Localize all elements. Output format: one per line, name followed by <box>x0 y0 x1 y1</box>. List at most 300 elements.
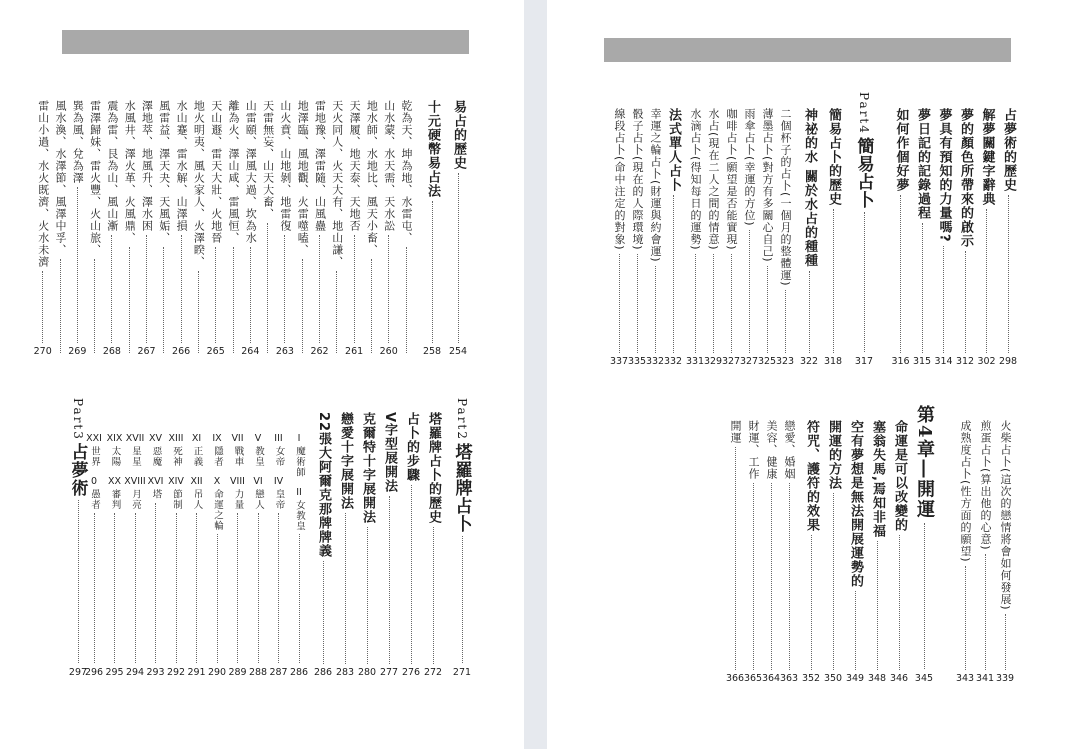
toc-leader-dots <box>111 235 112 343</box>
toc-entry-title: 夢具有預知的力量嗎? <box>936 108 952 243</box>
toc-entry[interactable] <box>260 100 276 357</box>
toc-leader-dots <box>411 485 412 664</box>
tarot-numeral: XIX <box>106 433 123 444</box>
toc-page-number: 335 <box>627 356 647 367</box>
toc-entry[interactable] <box>781 420 797 684</box>
toc-entry-title: 咖啡占卜(願望是否能實現) <box>725 108 738 251</box>
toc-entry[interactable] <box>847 420 863 684</box>
toc-leader-dots <box>864 212 865 352</box>
toc-entry[interactable] <box>723 108 739 367</box>
tarot-numeral: VIII <box>230 476 245 487</box>
toc-leader-dots <box>345 513 346 664</box>
tarot-numeral: II <box>296 486 302 498</box>
toc-leader-dots <box>155 503 156 664</box>
tarot-name: 節制 <box>171 489 182 510</box>
toc-entry-title: 離為火、澤山咸、雷風恒、 <box>227 100 240 244</box>
part-heading[interactable] <box>451 398 473 678</box>
toc-page-number: 254 <box>448 346 468 357</box>
toc-page-number: 289 <box>228 667 247 678</box>
tarot-numeral: 0 <box>90 476 98 487</box>
toc-leader-dots <box>94 259 95 353</box>
toc-entry[interactable] <box>190 100 206 357</box>
tarot-name: 教皇 <box>253 446 264 467</box>
toc-entry-title: 水占(現在二人之間的情意) <box>707 108 720 251</box>
tarot-numeral: IX <box>212 433 222 444</box>
toc-leader-dots <box>354 235 355 343</box>
tarot-numeral: X <box>213 476 221 487</box>
toc-entry-title: 天火同人、火天大有、地山謙、 <box>330 100 344 268</box>
toc-entry-title: 夢日記的記錄過程 <box>915 108 930 220</box>
toc-entry[interactable] <box>914 108 930 367</box>
toc-entry-title: 煎蛋占卜(算出他的心意) <box>979 420 992 551</box>
toc-leader-dots <box>77 187 78 343</box>
toc-page-number: 287 <box>269 667 288 678</box>
toc-page-number: 271 <box>452 667 472 678</box>
toc-entry[interactable] <box>104 100 120 357</box>
tarot-name: 女教皇 <box>294 499 305 531</box>
toc-page-number: 283 <box>335 667 355 678</box>
toc-entry[interactable] <box>450 100 466 357</box>
toc-entry[interactable] <box>425 412 441 678</box>
toc-page-number: 302 <box>977 356 996 367</box>
toc-page-number: 276 <box>401 667 421 678</box>
toc-page-number: 269 <box>68 346 87 357</box>
tarot-numeral: XI <box>191 433 202 444</box>
toc-leader-dots <box>458 173 459 343</box>
toc-entry-title: 地火明夷、風火家人、火澤睽、 <box>192 100 206 268</box>
toc-entry-title: 幸運之輪占卜(財運與約會運) <box>649 108 662 263</box>
tarot-numeral: XVII <box>125 433 145 444</box>
toc-leader-dots <box>767 266 768 353</box>
toc-page-number: 341 <box>975 673 995 684</box>
toc-entry[interactable] <box>979 108 995 367</box>
toc-leader-dots <box>731 254 732 353</box>
tarot-numeral: I <box>297 433 301 444</box>
toc-leader-dots <box>336 271 337 353</box>
toc-leader-dots <box>323 561 324 664</box>
tarot-name: 魔術師 <box>294 446 305 478</box>
toc-entry-title: 風雷益、澤天夬、天風姤、 <box>157 100 171 244</box>
toc-leader-dots <box>637 254 638 353</box>
toc-entry-title: 火柴占卜(這次的戀情將會如何發展) <box>999 420 1012 611</box>
toc-entry-title: 水山蹇、雷水解、山澤損 <box>175 100 189 232</box>
part-title: 塔羅牌占卜 <box>451 442 472 533</box>
toc-entry-title: 天雷無妄、山天大畜、 <box>261 100 275 220</box>
toc-page-number: 291 <box>187 667 206 678</box>
tarot-numeral: XV <box>148 433 162 444</box>
toc-entry[interactable] <box>647 108 663 367</box>
toc-page-number: 352 <box>801 673 821 684</box>
toc-page-number: 346 <box>889 673 909 684</box>
toc-leader-dots <box>389 496 390 664</box>
toc-leader-dots <box>146 235 147 343</box>
toc-entry-title: 雷地豫、澤雷隨、山風蠱 <box>313 100 327 232</box>
toc-leader-dots <box>432 201 433 343</box>
toc-leader-dots <box>42 271 43 343</box>
toc-leader-dots <box>217 534 218 663</box>
toc-leader-dots <box>619 254 620 353</box>
toc-page-number: 293 <box>146 667 165 678</box>
tarot-card-entry[interactable] <box>188 432 206 678</box>
toc-leader-dots <box>924 523 925 669</box>
toc-entry[interactable] <box>957 420 973 684</box>
tarot-numeral: IV <box>273 476 284 487</box>
toc-page-number: 350 <box>823 673 843 684</box>
toc-entry-title: 22張大阿爾克那牌牌義 <box>316 412 331 559</box>
toc-page-number: 295 <box>105 667 124 678</box>
toc-entry[interactable] <box>825 108 841 367</box>
toc-page-number: 348 <box>867 673 887 684</box>
tarot-card-entry[interactable] <box>249 432 267 678</box>
toc-entry-title: 山雷頤、澤風大過、坎為水 <box>244 100 258 244</box>
toc-page-number: 323 <box>775 356 795 367</box>
toc-entry[interactable] <box>121 100 137 357</box>
toc-leader-dots <box>267 223 268 353</box>
page-gutter <box>524 0 547 749</box>
toc-entry[interactable] <box>936 108 952 367</box>
chapter-heading[interactable] <box>912 405 936 684</box>
toc-page-number: 365 <box>743 673 763 684</box>
toc-entry[interactable] <box>173 100 189 357</box>
toc-leader-dots <box>250 247 251 343</box>
tarot-numeral: XVIII <box>124 476 146 487</box>
toc-page-number: 262 <box>310 346 329 357</box>
toc-entry[interactable] <box>665 108 681 367</box>
toc-page-number: 286 <box>289 667 309 678</box>
toc-leader-dots <box>771 483 772 670</box>
toc-leader-dots <box>899 535 900 670</box>
toc-leader-dots <box>302 259 303 353</box>
toc-leader-dots <box>749 230 750 353</box>
tarot-name: 力量 <box>232 489 244 510</box>
toc-page-number: 325 <box>757 356 777 367</box>
part-label: Part2 <box>455 398 469 441</box>
toc-entry-title: 占卜的步驟 <box>404 412 419 482</box>
toc-entry-title: 占夢術的歷史 <box>1001 108 1016 192</box>
tarot-numeral: V <box>254 433 262 444</box>
toc-entry[interactable] <box>629 108 645 367</box>
toc-entry-title: 法式單人占卜 <box>666 108 681 192</box>
toc-entry-title: 山火賁、山地剝、地雷復 <box>278 100 292 232</box>
toc-leader-dots <box>163 247 164 353</box>
tarot-numeral: VII <box>231 433 244 444</box>
part-label: Part4 <box>857 92 871 135</box>
toc-entry-title: 開運的方法 <box>826 420 841 490</box>
toc-entry[interactable] <box>727 420 743 684</box>
toc-page-number: 298 <box>998 356 1018 367</box>
toc-leader-dots <box>319 235 320 343</box>
toc-entry[interactable] <box>705 108 721 367</box>
toc-page-number: 332 <box>645 356 665 367</box>
tarot-card-entry[interactable] <box>147 432 165 678</box>
toc-page-number: 332 <box>663 356 683 367</box>
tarot-card-entry[interactable] <box>208 432 226 678</box>
toc-entry[interactable] <box>315 412 331 678</box>
left-header-bar <box>62 30 469 54</box>
toc-entry-title: 雷山小過、水火既濟、火水未濟 <box>36 100 50 268</box>
toc-entry-title: 骰子占卜(現在的人際環境) <box>631 108 644 251</box>
toc-entry-title: 戀愛十字展開法 <box>338 412 353 510</box>
toc-leader-dots <box>811 535 812 670</box>
toc-page-number: 277 <box>379 667 399 678</box>
toc-entry-title: 水風井、澤火革、火風鼎、 <box>123 100 137 244</box>
part-heading[interactable] <box>67 398 89 678</box>
toc-entry-title: 財運、工作 <box>747 420 760 480</box>
toc-entry-title: 開運 <box>729 420 742 444</box>
tarot-name: 星星 <box>130 446 141 467</box>
tarot-name: 死神 <box>171 446 182 467</box>
toc-entry[interactable] <box>363 100 379 357</box>
toc-entry-title: 符咒、護符的效果 <box>804 420 819 532</box>
toc-page-number: 339 <box>995 673 1015 684</box>
toc-page-number: 363 <box>779 673 799 684</box>
toc-leader-dots <box>114 513 115 663</box>
toc-entry[interactable] <box>745 420 761 684</box>
toc-entry[interactable] <box>977 420 993 684</box>
toc-page-number: 266 <box>172 346 191 357</box>
toc-leader-dots <box>965 251 966 353</box>
toc-entry[interactable] <box>359 412 375 678</box>
toc-entry-title: 克爾特十字展開法 <box>360 412 375 524</box>
toc-entry[interactable] <box>398 100 414 357</box>
toc-entry-title: 山水蒙、水天需、天水訟 <box>382 100 396 232</box>
toc-entry[interactable] <box>801 108 817 367</box>
part-heading[interactable] <box>853 92 875 367</box>
toc-page-number: 268 <box>102 346 121 357</box>
toc-entry[interactable] <box>312 100 328 357</box>
toc-entry[interactable] <box>893 108 909 367</box>
toc-entry-title: 天澤履、地天泰、天地否 <box>348 100 362 232</box>
toc-leader-dots <box>965 566 966 670</box>
tarot-numeral: XXI <box>86 433 102 444</box>
toc-leader-dots <box>433 527 434 664</box>
toc-entry[interactable] <box>687 108 703 367</box>
toc-entry-title: 風水渙、水澤節、風澤中孚、 <box>54 100 67 256</box>
toc-entry[interactable] <box>381 412 397 678</box>
toc-leader-dots <box>753 483 754 670</box>
toc-page-number: 263 <box>275 346 294 357</box>
toc-entry-title: 解夢關鍵字辭典 <box>979 108 995 206</box>
toc-page-number: 294 <box>125 667 145 678</box>
toc-leader-dots <box>943 246 944 353</box>
part-title: 簡易占卜 <box>853 136 874 209</box>
toc-leader-dots <box>406 247 407 353</box>
toc-leader-dots <box>284 235 285 343</box>
toc-entry-title: 雷澤歸妹、雷火豐、火山旅、 <box>88 100 102 256</box>
toc-entry[interactable] <box>69 100 85 357</box>
toc-entry-title: 乾為天、坤為地、水雷屯、 <box>400 100 413 244</box>
toc-leader-dots <box>176 513 177 663</box>
tarot-card-entry[interactable] <box>270 432 288 678</box>
toc-entry[interactable] <box>825 420 841 684</box>
toc-leader-dots <box>877 541 878 670</box>
toc-page-number: 317 <box>854 356 874 367</box>
toc-entry[interactable] <box>759 108 775 367</box>
toc-page-number: 265 <box>206 346 225 357</box>
right-header-bar <box>604 38 1011 62</box>
toc-entry[interactable] <box>87 100 103 357</box>
toc-leader-dots <box>833 209 834 353</box>
tarot-numeral: XIV <box>168 476 184 487</box>
tarot-card-entry[interactable] <box>229 432 247 678</box>
tarot-name: 愚者 <box>89 489 100 510</box>
toc-entry[interactable] <box>156 100 172 357</box>
tarot-name: 塔 <box>150 489 162 500</box>
toc-entry[interactable] <box>294 100 310 357</box>
toc-entry-title: 薄墨占卜(對方有多關心自己) <box>761 108 774 263</box>
toc-page-number: 349 <box>845 673 865 684</box>
toc-leader-dots <box>900 195 901 353</box>
toc-leader-dots <box>215 247 216 343</box>
tarot-numeral: XVI <box>147 476 164 487</box>
toc-leader-dots <box>789 483 790 670</box>
toc-page-number: 280 <box>357 667 377 678</box>
toc-leader-dots <box>986 209 987 353</box>
tarot-name: 惡魔 <box>150 446 162 467</box>
toc-page-number: 315 <box>912 356 932 367</box>
toc-entry[interactable] <box>611 108 627 367</box>
toc-leader-dots <box>985 554 986 670</box>
toc-entry-title: 成熟度占卜(性方面的願望) <box>959 420 972 563</box>
toc-entry-title: V字型展開法 <box>382 412 397 494</box>
toc-entry[interactable] <box>741 108 757 367</box>
toc-page-number: 264 <box>241 346 260 357</box>
tarot-numeral: XX <box>107 476 122 487</box>
left-page <box>0 0 524 749</box>
toc-entry[interactable] <box>35 100 51 357</box>
tarot-name: 審判 <box>109 489 121 510</box>
toc-leader-dots <box>278 513 279 663</box>
tarot-name: 戀人 <box>253 489 264 510</box>
tarot-name: 吊人 <box>191 489 203 510</box>
toc-entry-title: 雨傘占卜(幸運的方位) <box>743 108 756 227</box>
tarot-card-entry[interactable] <box>290 432 308 678</box>
toc-leader-dots <box>196 513 197 663</box>
toc-leader-dots <box>785 290 786 353</box>
right-page <box>547 0 1076 749</box>
toc-entry-title: 二個杯子的占卜(一個月的整體運) <box>779 108 792 287</box>
toc-entry-title: 塔羅牌占卜的歷史 <box>426 412 441 524</box>
toc-leader-dots <box>833 493 834 670</box>
toc-page-number: 296 <box>84 667 104 678</box>
toc-leader-dots <box>198 271 199 353</box>
toc-entry[interactable] <box>777 108 793 367</box>
tarot-card-entry[interactable] <box>106 432 124 678</box>
tarot-name: 女帝 <box>273 446 285 467</box>
toc-entry[interactable] <box>403 412 419 678</box>
toc-page-number: 267 <box>137 346 156 357</box>
tarot-name: 戰車 <box>232 446 244 467</box>
toc-entry[interactable] <box>208 100 224 357</box>
toc-entry[interactable] <box>337 412 353 678</box>
tarot-card-entry[interactable] <box>167 432 185 678</box>
toc-leader-dots <box>78 500 79 663</box>
tarot-card-entry[interactable] <box>126 432 144 678</box>
toc-entry[interactable] <box>381 100 397 357</box>
toc-leader-dots <box>673 195 674 353</box>
toc-entry[interactable] <box>346 100 362 357</box>
toc-page-number: 322 <box>799 356 819 367</box>
toc-entry[interactable] <box>242 100 258 357</box>
chapter-title: 第4章―開運 <box>914 405 935 520</box>
toc-entry[interactable] <box>225 100 241 357</box>
toc-page-number: 329 <box>703 356 723 367</box>
toc-leader-dots <box>462 536 463 663</box>
toc-leader-dots <box>922 223 923 353</box>
toc-entry-title: 水滴占卜(得知每日的運勢) <box>689 108 702 251</box>
toc-entry-title: 巽為風、兌為澤 <box>71 100 85 184</box>
toc-leader-dots <box>388 235 389 343</box>
tarot-name: 正義 <box>191 446 203 467</box>
toc-leader-dots <box>367 527 368 664</box>
tarot-name: 命運之輪 <box>212 489 223 531</box>
toc-entry[interactable] <box>329 100 345 357</box>
toc-page-number: 337 <box>609 356 629 367</box>
toc-entry[interactable] <box>957 108 973 367</box>
toc-page-number: 364 <box>761 673 781 684</box>
toc-leader-dots <box>258 513 259 663</box>
toc-entry-title: 震為雷、艮為山、風山漸 <box>105 100 119 232</box>
toc-page-number: 258 <box>422 346 442 357</box>
toc-leader-dots <box>129 247 130 353</box>
toc-page-number: 312 <box>955 356 975 367</box>
part-title: 占夢術 <box>67 442 88 497</box>
toc-entry-title: 神祕的水 關於水占的種種 <box>802 108 817 268</box>
toc-leader-dots <box>1008 195 1009 353</box>
toc-leader-dots <box>655 266 656 353</box>
tarot-name: 月亮 <box>130 489 141 510</box>
toc-page-number: 327 <box>739 356 759 367</box>
toc-leader-dots <box>299 534 300 663</box>
toc-leader-dots <box>371 259 372 353</box>
tarot-numeral: XIII <box>168 433 184 444</box>
toc-entry[interactable] <box>763 420 779 684</box>
tarot-numeral: III <box>274 433 283 444</box>
toc-entry-title: 易占的歷史 <box>451 100 466 170</box>
toc-leader-dots <box>135 513 136 663</box>
toc-page-number: 345 <box>914 673 934 684</box>
toc-page-number: 290 <box>207 667 227 678</box>
toc-entry[interactable] <box>1000 108 1016 367</box>
toc-page-number: 316 <box>891 356 910 367</box>
toc-entry[interactable] <box>52 100 68 357</box>
toc-page-number: 270 <box>33 346 52 357</box>
toc-leader-dots <box>1005 614 1006 670</box>
toc-entry-title: 如何作個好夢 <box>893 108 909 192</box>
toc-page-number: 286 <box>313 667 333 678</box>
toc-entry[interactable] <box>424 100 440 357</box>
toc-entry[interactable] <box>869 420 885 684</box>
toc-page-number: 261 <box>345 346 364 357</box>
toc-leader-dots <box>713 254 714 353</box>
toc-entry[interactable] <box>997 420 1013 684</box>
toc-entry[interactable] <box>277 100 293 357</box>
toc-entry[interactable] <box>139 100 155 357</box>
toc-entry[interactable] <box>803 420 819 684</box>
toc-entry-title: 塞翁失馬,焉知非福 <box>870 420 885 538</box>
toc-entry-title: 十元硬幣易占法 <box>425 100 440 198</box>
part-label: Part3 <box>71 398 85 441</box>
toc-entry-title: 天山遯、雷天大壯、火地晉 <box>209 100 223 244</box>
toc-page-number: 260 <box>379 346 398 357</box>
toc-entry[interactable] <box>891 420 907 684</box>
toc-leader-dots <box>237 513 238 663</box>
toc-entry-title: 空有夢想是無法開展運勢的 <box>848 420 863 588</box>
toc-entry-title: 命運是可以改變的 <box>892 420 907 532</box>
toc-leader-dots <box>695 254 696 353</box>
toc-page-number: 314 <box>934 356 953 367</box>
toc-page-number: 366 <box>725 673 745 684</box>
